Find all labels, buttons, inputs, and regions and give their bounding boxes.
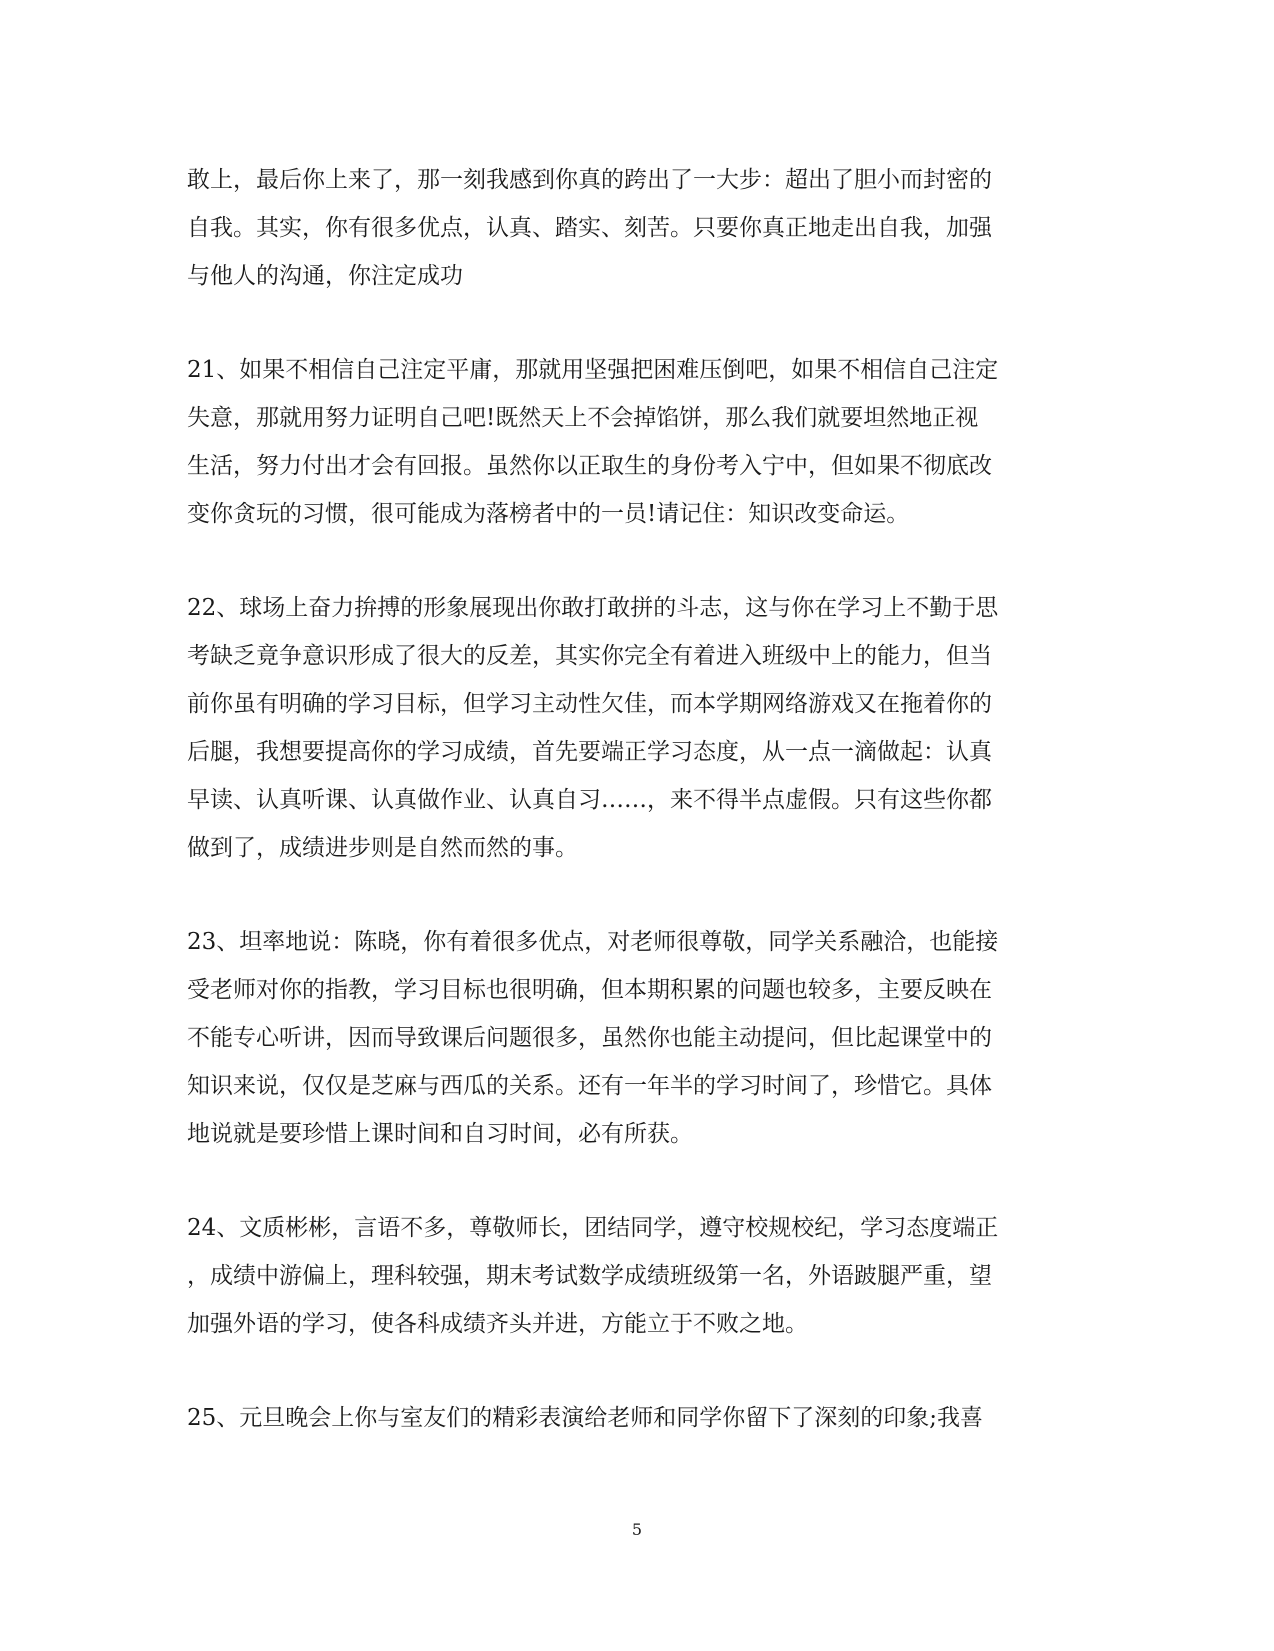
text-line: 失意，那就用努力证明自己吧!既然天上不会掉馅饼，那么我们就要坦然地正视: [187, 405, 979, 431]
text-line: 后腿，我想要提高你的学习成绩，首先要端正学习态度，从一点一滴做起：认真: [187, 739, 992, 765]
paragraph-21: [187, 346, 1025, 538]
text-line: 22、球场上奋力拚搏的形象展现出你敢打敢拼的斗志，这与你在学习上不勤于思: [187, 595, 999, 621]
text-line: 早读、认真听课、认真做作业、认真自习……，来不得半点虚假。只有这些你都: [187, 787, 992, 813]
text-line: 变你贪玩的习惯，很可能成为落榜者中的一员!请记住：知识改变命运。: [187, 501, 910, 527]
text-line: 受老师对你的指教，学习目标也很明确，但本期积累的问题也较多，主要反映在: [187, 977, 992, 1003]
paragraph-24: [187, 1204, 1025, 1348]
text-line: 知识来说，仅仅是芝麻与西瓜的关系。还有一年半的学习时间了，珍惜它。具体: [187, 1073, 992, 1099]
text-line: 自我。其实，你有很多优点，认真、踏实、刻苦。只要你真正地走出自我，加强: [187, 215, 992, 241]
text-line: 与他人的沟通，你注定成功: [187, 263, 463, 289]
text-line: 不能专心听讲，因而导致课后问题很多，虽然你也能主动提问，但比起课堂中的: [187, 1025, 992, 1051]
text-line: 21、如果不相信自己注定平庸，那就用坚强把困难压倒吧，如果不相信自己注定: [187, 357, 999, 383]
page-number: 5: [631, 1520, 643, 1539]
paragraph-23: [187, 918, 1025, 1158]
paragraph-22: [187, 584, 1025, 872]
text-line: 前你虽有明确的学习目标，但学习主动性欠佳，而本学期网络游戏又在拖着你的: [187, 691, 992, 717]
document-body: [187, 156, 1025, 1488]
text-line: 生活，努力付出才会有回报。虽然你以正取生的身份考入宁中，但如果不彻底改: [187, 453, 992, 479]
text-line: 敢上，最后你上来了，那一刻我感到你真的跨出了一大步：超出了胆小而封密的: [187, 167, 992, 193]
text-line: 23、坦率地说：陈晓，你有着很多优点，对老师很尊敬，同学关系融洽，也能接: [187, 929, 999, 955]
text-line: 25、元旦晚会上你与室友们的精彩表演给老师和同学你留下了深刻的印象;我喜: [187, 1405, 984, 1431]
paragraph-20-continuation: [187, 156, 1025, 300]
text-line: 加强外语的学习，使各科成绩齐头并进，方能立于不败之地。: [187, 1311, 808, 1337]
text-line: 考缺乏竟争意识形成了很大的反差，其实你完全有着进入班级中上的能力，但当: [187, 643, 992, 669]
paragraph-25: [187, 1394, 1025, 1442]
text-line: ，成绩中游偏上，理科较强，期末考试数学成绩班级第一名，外语跛腿严重，望: [187, 1263, 992, 1289]
text-line: 24、文质彬彬，言语不多，尊敬师长，团结同学，遵守校规校纪，学习态度端正: [187, 1215, 999, 1241]
text-line: 做到了，成绩进步则是自然而然的事。: [187, 835, 578, 861]
text-line: 地说就是要珍惜上课时间和自习时间，必有所获。: [187, 1121, 693, 1147]
